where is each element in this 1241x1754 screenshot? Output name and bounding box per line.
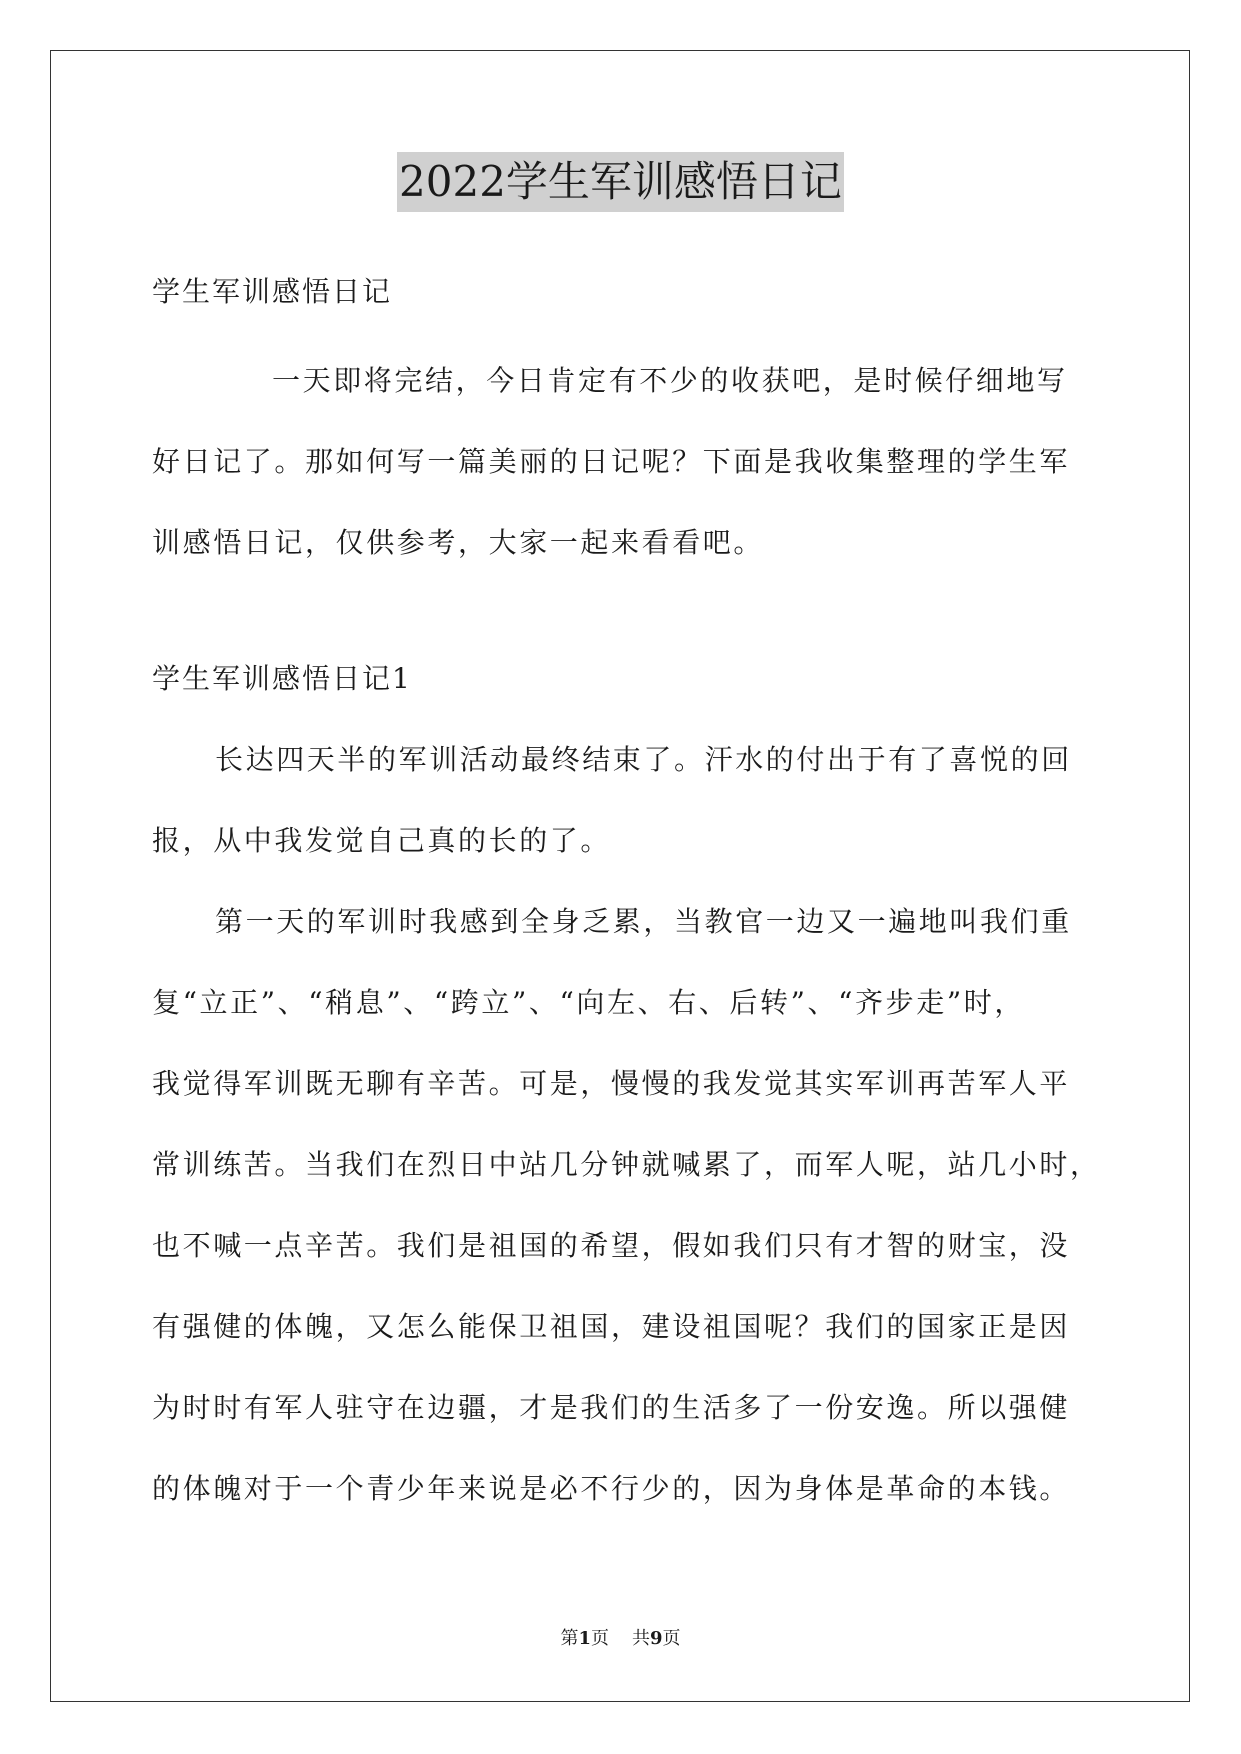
document-title: 2022学生军训感悟日记 (397, 152, 844, 212)
paragraph-line: 复“立正”、“稍息”、“跨立”、“向左、右、后转”、“齐步走”时， (152, 986, 1025, 1019)
page-current: 1 (578, 1628, 592, 1649)
paragraph-line: 为时时有军人驻守在边疆，才是我们的生活多了一份安逸。所以强健 (152, 1391, 1071, 1424)
intro-line: 训感悟日记，仅供参考，大家一起来看看吧。 (152, 526, 765, 559)
intro-line: 好日记了。那如何写一篇美丽的日记呢？下面是我收集整理的学生军 (152, 445, 1071, 478)
page-footer (0, 1624, 1241, 1650)
section-heading: 学生军训感悟日记1 (152, 662, 412, 695)
total-suffix: 页 (662, 1628, 681, 1649)
intro-line: 一天即将完结，今日肯定有不少的收获吧，是时候仔细地写 (272, 364, 1068, 397)
document-body (152, 262, 1101, 1529)
paragraph-line: 我觉得军训既无聊有辛苦。可是，慢慢的我发觉其实军训再苦军人平 (152, 1067, 1071, 1100)
page-prefix: 第 (560, 1628, 579, 1649)
document-subtitle: 学生军训感悟日记 (152, 275, 393, 308)
paragraph-line: 有强健的体魄，又怎么能保卫祖国，建设祖国呢？我们的国家正是因 (152, 1310, 1071, 1343)
page-total: 9 (649, 1628, 663, 1649)
paragraph-line: 长达四天半的军训活动最终结束了。汗水的付出于有了喜悦的回 (215, 743, 1072, 776)
paragraph-line: 报，从中我发觉自己真的长的了。 (152, 824, 612, 857)
section-paragraph-1 (152, 719, 1092, 881)
title-container (0, 152, 1241, 212)
total-prefix: 共 (631, 1628, 650, 1649)
paragraph-line: 常训练苦。当我们在烈日中站几分钟就喊累了，而军人呢，站几小时， (152, 1148, 1101, 1181)
paragraph-line: 的体魄对于一个青少年来说是必不行少的，因为身体是革命的本钱。 (152, 1472, 1071, 1505)
paragraph-line: 也不喊一点辛苦。我们是祖国的希望，假如我们只有才智的财宝，没 (152, 1229, 1071, 1262)
section-paragraph-2 (152, 881, 1101, 1529)
intro-paragraph (152, 340, 1092, 583)
page-suffix: 页 (591, 1628, 610, 1649)
paragraph-line: 第一天的军训时我感到全身乏累，当教官一边又一遍地叫我们重 (215, 905, 1072, 938)
